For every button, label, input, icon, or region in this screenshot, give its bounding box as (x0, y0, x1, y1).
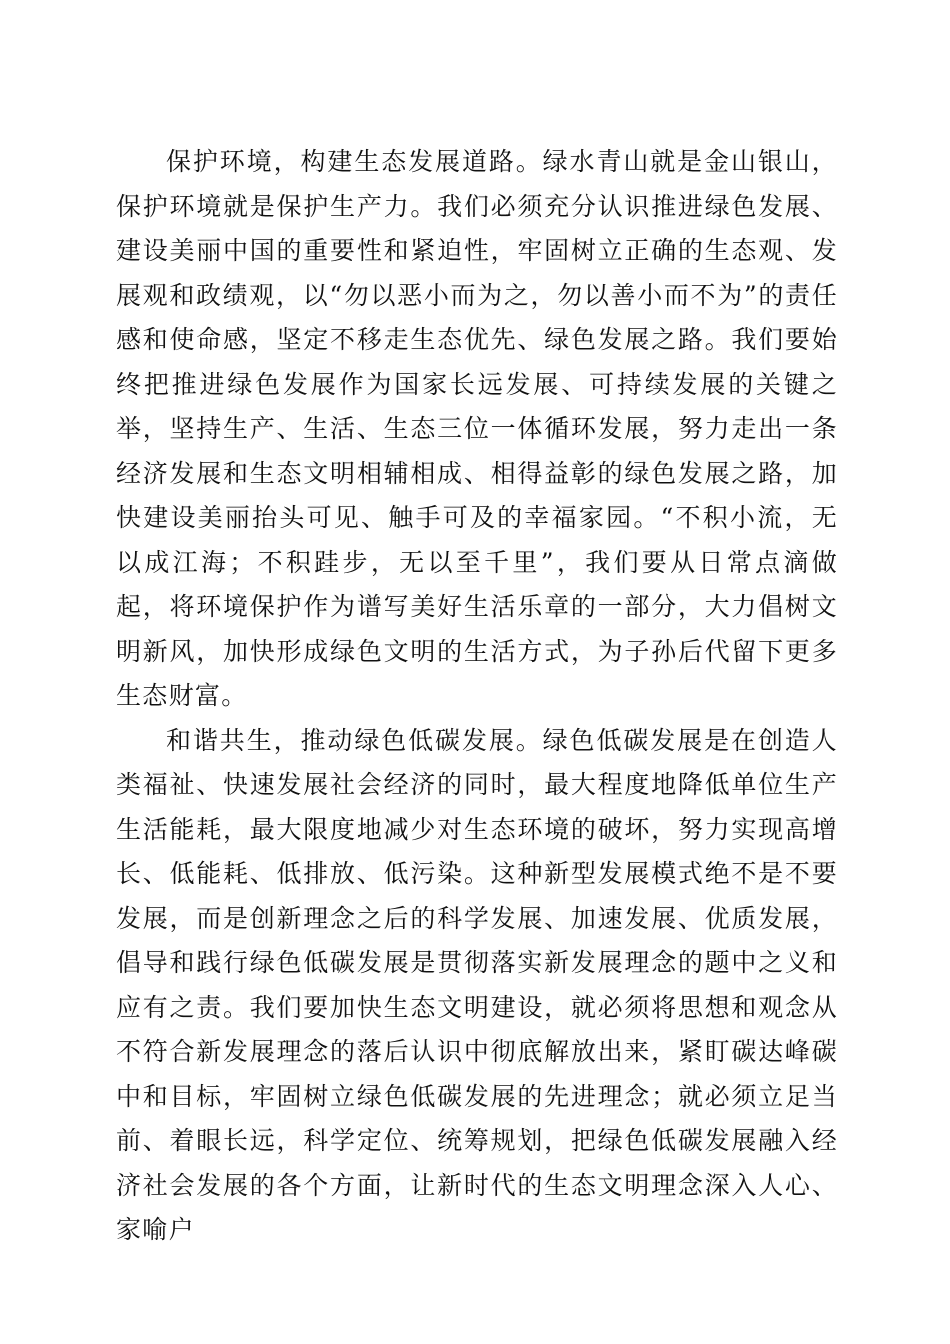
paragraph-green-low-carbon: 和谐共生，推动绿色低碳发展。绿色低碳发展是在创造人类福祉、快速发展社会经济的同时，最大程度地降低单位生产生活能耗，最大限度地减少对生态环境的破坏，努力实现高增长、低能耗、低排放、低污染。这种新型发展模式绝不是不要发展，而是创新理念之后的科学发展、加速发展、优质发展，倡导和践行绿色低碳发展是贯彻落实新发展理念的题中之义和应有之责。我们要加快生态文明建设，就必须将思想和观念从不符合新发展理念的落后认识中彻底解放出来，紧盯碳达峰碳中和目标，牢固树立绿色低碳发展的先进理念；就必须立足当前、着眼长远，科学定位、统筹规划，把绿色低碳发展融入经济社会发展的各个方面，让新时代的生态文明理念深入人心、家喻户 (116, 725, 838, 1244)
paragraph-environment-protection: 保护环境，构建生态发展道路。绿水青山就是金山银山，保护环境就是保护生产力。我们必须充分认识推进绿色发展、建设美丽中国的重要性和紧迫性，牢固树立正确的生态观、发展观和政绩观，以“勿以恶小而为之，勿以善小而不为”的责任感和使命感，坚定不移走生态优先、绿色发展之路。我们要始终把推进绿色发展作为国家长远发展、可持续发展的关键之举，坚持生产、生活、生态三位一体循环发展，努力走出一条经济发展和生态文明相辅相成、相得益彰的绿色发展之路，加快建设美丽抬头可见、触手可及的幸福家园。“不积小流，无以成江海；不积跬步，无以至千里”，我们要从日常点滴做起，将环境保护作为谱写美好生活乐章的一部分，大力倡树文明新风，加快形成绿色文明的生活方式，为子孙后代留下更多生态财富。 (116, 147, 838, 710)
document-body (116, 140, 838, 1253)
